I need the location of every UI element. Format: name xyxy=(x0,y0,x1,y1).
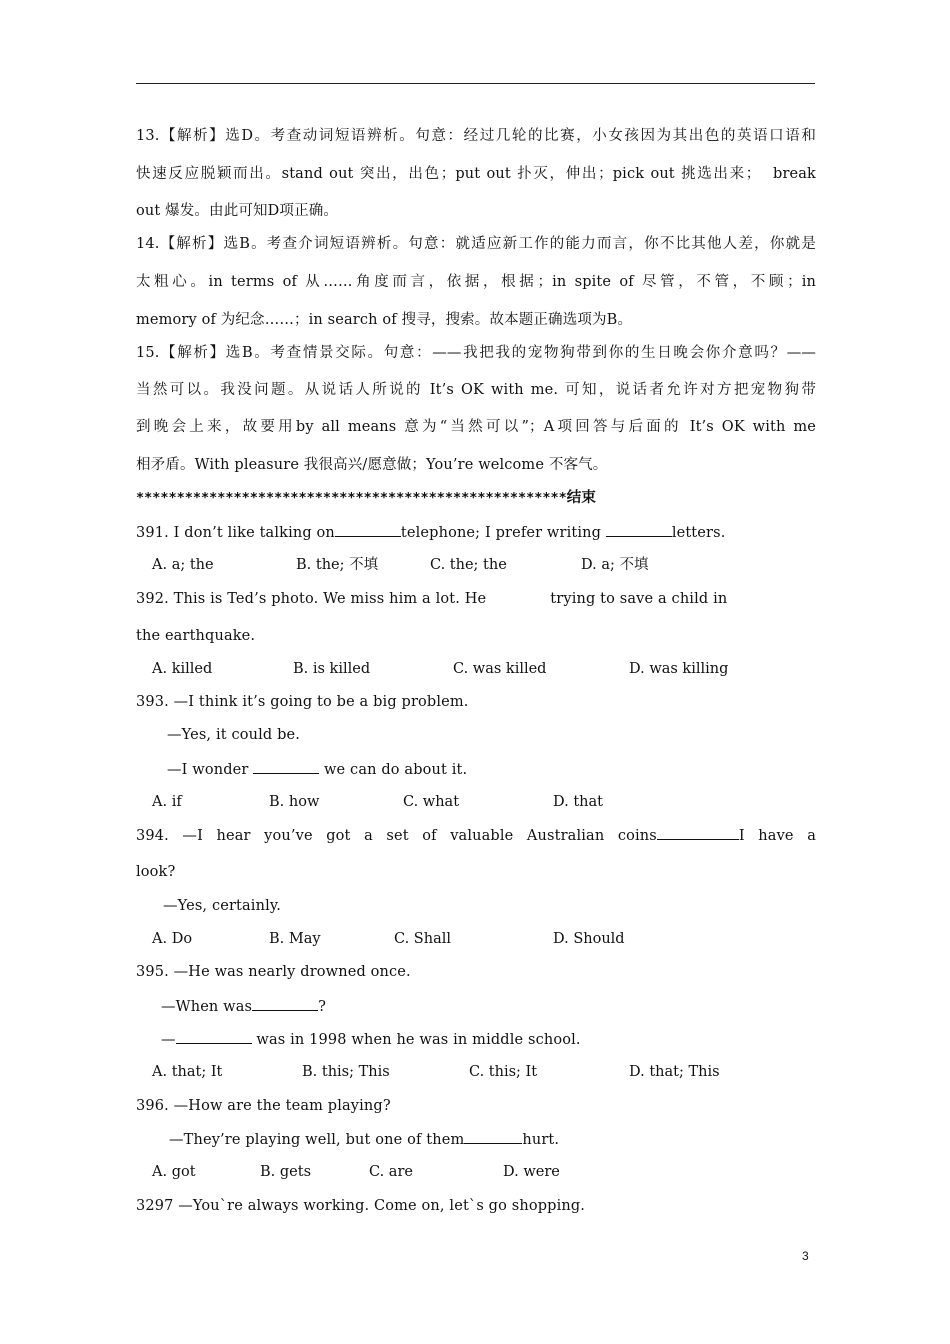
explanation-15-line-1: 15.【解析】选B。考查情景交际。句意：——我把我的宠物狗带到你的生日晚会你介意吗？—— xyxy=(136,345,816,361)
question-396-line-2 xyxy=(169,1129,849,1150)
q393-option-c: C. what xyxy=(403,794,460,810)
q395-option-a: A. that; It xyxy=(152,1064,223,1080)
q395-option-d: D. that; This xyxy=(629,1064,720,1080)
q391-stem-b: telephone; I prefer writing xyxy=(400,525,606,541)
q392-option-d: D. was killing xyxy=(629,661,729,677)
explanation-13-line-2: 快速反应脱颖而出。stand out 突出，出色；put out 扑灭，伸出；pick out 挑选出来； break xyxy=(136,166,816,182)
question-392-stem-line-1 xyxy=(136,589,816,609)
explanation-13-line-3: out 爆发。由此可知D项正确。 xyxy=(136,203,339,219)
q396-line2-a: —They’re playing well, but one of them xyxy=(169,1132,465,1148)
q391-option-b: B. the; 不填 xyxy=(296,557,379,573)
question-393-line-1: 393. —I think it’s going to be a big problem. xyxy=(136,694,469,710)
q393-line3-a: —I wonder xyxy=(167,762,254,778)
q392-option-c: C. was killed xyxy=(453,661,547,677)
q391-stem-a: 391. I don’t like talking on xyxy=(136,525,335,541)
question-394-line-2: look? xyxy=(136,864,176,880)
answer-blank xyxy=(464,1129,522,1144)
q395-option-c: C. this; It xyxy=(469,1064,538,1080)
divider-end-label: 结束 xyxy=(566,490,597,506)
answer-blank xyxy=(253,759,319,774)
question-392-stem-line-2: the earthquake. xyxy=(136,628,256,644)
q394-line1-b: I have a xyxy=(738,828,816,844)
explanation-14-line-3: memory of 为纪念……；in search of 搜寻，搜索。故本题正确选项为B。 xyxy=(136,312,633,328)
explanation-14-line-1: 14.【解析】选B。考查介词短语辨析。句意：就适应新工作的能力而言，你不比其他人差，你就是 xyxy=(136,236,816,252)
answer-blank xyxy=(335,522,401,537)
explanation-13-line-1: 13.【解析】选D。考查动词短语辨析。句意：经过几轮的比赛，小女孩因为其出色的英语口语和 xyxy=(136,128,816,144)
answer-blank xyxy=(176,1029,252,1044)
q396-option-c: C. are xyxy=(369,1164,413,1180)
explanation-15-line-4: 相矛盾。With pleasure 我很高兴/愿意做；You’re welcome 不客气。 xyxy=(136,457,608,473)
q395-line2-b: ? xyxy=(318,999,327,1015)
q394-option-d: D. Should xyxy=(553,931,625,947)
header-rule xyxy=(136,83,815,84)
question-3297-line-1: 3297 —You`re always working. Come on, let`s go shopping. xyxy=(136,1198,586,1214)
q393-line3-b: we can do about it. xyxy=(319,762,468,778)
question-393-line-2: —Yes, it could be. xyxy=(167,727,301,743)
q392-option-a: A. killed xyxy=(152,661,213,677)
q395-line3-b: was in 1998 when he was in middle school. xyxy=(251,1032,581,1048)
answer-blank xyxy=(252,996,318,1011)
question-395-line-3 xyxy=(161,1029,841,1050)
q396-option-a: A. got xyxy=(152,1164,196,1180)
question-394-line-1 xyxy=(136,825,816,846)
q394-option-a: A. Do xyxy=(152,931,193,947)
q396-option-b: B. gets xyxy=(260,1164,312,1180)
question-391-stem xyxy=(136,522,816,543)
answer-blank xyxy=(657,825,739,840)
explanation-15-line-3: 到晚会上来，故要用by all means 意为“当然可以”；A项回答与后面的 It’s OK with me xyxy=(136,419,816,435)
q394-line1-a: 394. —I hear you’ve got a set of valuable Australian coins xyxy=(136,828,657,844)
question-394-line-3: —Yes, certainly. xyxy=(163,898,282,914)
q391-option-d: D. a; 不填 xyxy=(581,557,649,573)
q391-option-a: A. a; the xyxy=(152,557,214,573)
explanation-15-line-2: 当然可以。我没问题。从说话人所说的 It’s OK with me. 可知，说话者允许对方把宠物狗带 xyxy=(136,382,816,398)
question-393-line-3 xyxy=(167,759,847,780)
q392-option-b: B. is killed xyxy=(293,661,371,677)
question-395-line-2 xyxy=(161,996,841,1017)
q391-stem-c: letters. xyxy=(671,525,726,541)
question-396-line-1: 396. —How are the team playing? xyxy=(136,1098,391,1114)
q395-line2-a: —When was xyxy=(161,999,253,1015)
q395-line3-a: — xyxy=(161,1032,176,1048)
q393-option-b: B. how xyxy=(269,794,320,810)
divider-stars: ***************************************************** xyxy=(136,490,567,506)
q393-option-a: A. if xyxy=(152,794,182,810)
q392-line1-a: 392. This is Ted’s photo. We miss him a lot. He xyxy=(136,591,487,607)
q392-line1-b: trying to save a child in xyxy=(550,591,728,607)
q396-option-d: D. were xyxy=(503,1164,560,1180)
q394-option-b: B. May xyxy=(269,931,321,947)
q395-option-b: B. this; This xyxy=(302,1064,390,1080)
q394-option-c: C. Shall xyxy=(394,931,451,947)
page-number: 3 xyxy=(802,1249,809,1263)
question-395-line-1: 395. —He was nearly drowned once. xyxy=(136,964,411,980)
q393-option-d: D. that xyxy=(553,794,603,810)
q396-line2-b: hurt. xyxy=(522,1132,560,1148)
q391-option-c: C. the; the xyxy=(430,557,507,573)
explanation-14-line-2: 太粗心。in terms of 从……角度而言，依据，根据；in spite of 尽管，不管，不顾；in xyxy=(136,274,816,290)
section-divider xyxy=(136,488,816,508)
answer-blank xyxy=(606,522,672,537)
